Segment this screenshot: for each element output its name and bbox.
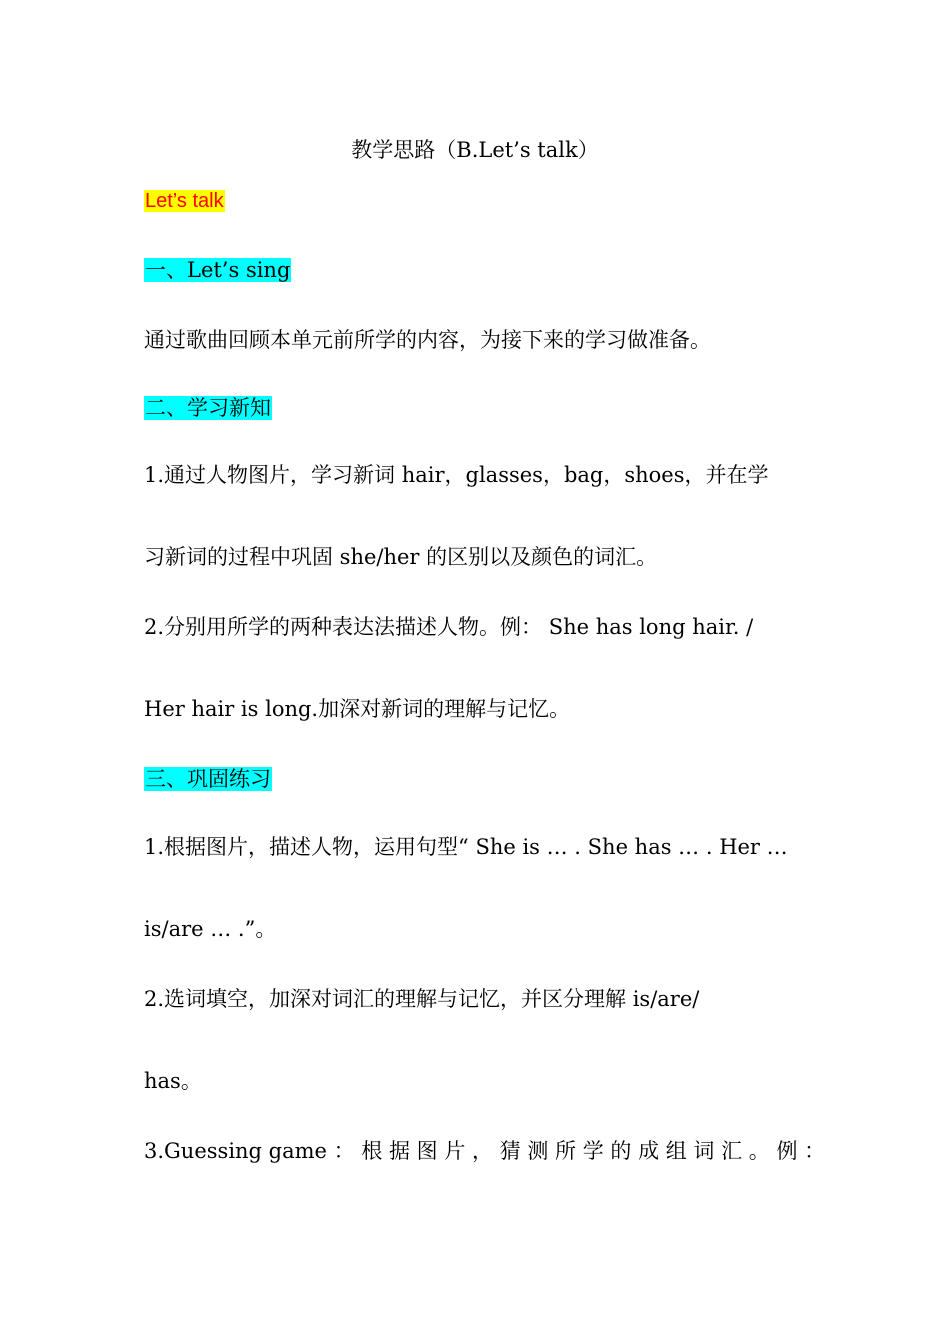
paragraph-new-1-line2: 习新词的过程中巩固 she/her 的区别以及颜色的词汇。 (144, 545, 658, 569)
paragraph-practice-1-line1: 1.根据图片，描述人物，运用句型“ She is … . She has … . Her … (144, 835, 788, 859)
paragraph-sing-desc: 通过歌曲回顾本单元前所学的内容，为接下来的学习做准备。 (144, 328, 711, 352)
section-heading-practice (144, 765, 272, 793)
section-heading-practice-text: 三、巩固练习 (145, 767, 271, 791)
section-heading-sing-text: 一、Let’s sing (145, 258, 291, 282)
section-heading-sing (144, 256, 291, 284)
paragraph-new-2-line2: Her hair is long.加深对新词的理解与记忆。 (144, 697, 571, 721)
section-heading-new-text: 二、学习新知 (145, 396, 271, 420)
paragraph-practice-1-line2: is/are … .”。 (144, 917, 277, 941)
paragraph-practice-2-line1: 2.选词填空，加深对词汇的理解与记忆，并区分理解 is/are/ (144, 987, 700, 1011)
paragraph-practice-3-line1: 3.Guessing game ： 根 据 图 片 ， 猜 测 所 学 的 成 组 词 汇 。 例 ： (144, 1139, 826, 1163)
section-label-text: Let’s talk (145, 190, 224, 212)
section-label (144, 186, 225, 215)
paragraph-new-2-line1: 2.分别用所学的两种表达法描述人物。例： She has long hair. / (144, 615, 754, 639)
paragraph-new-1-line1: 1.通过人物图片，学习新词 hair，glasses，bag，shoes，并在学 (144, 463, 769, 487)
paragraph-practice-2-line2: has。 (144, 1069, 202, 1093)
document-title: 教学思路（B.Let’s talk） (351, 138, 599, 162)
section-heading-new (144, 394, 272, 422)
